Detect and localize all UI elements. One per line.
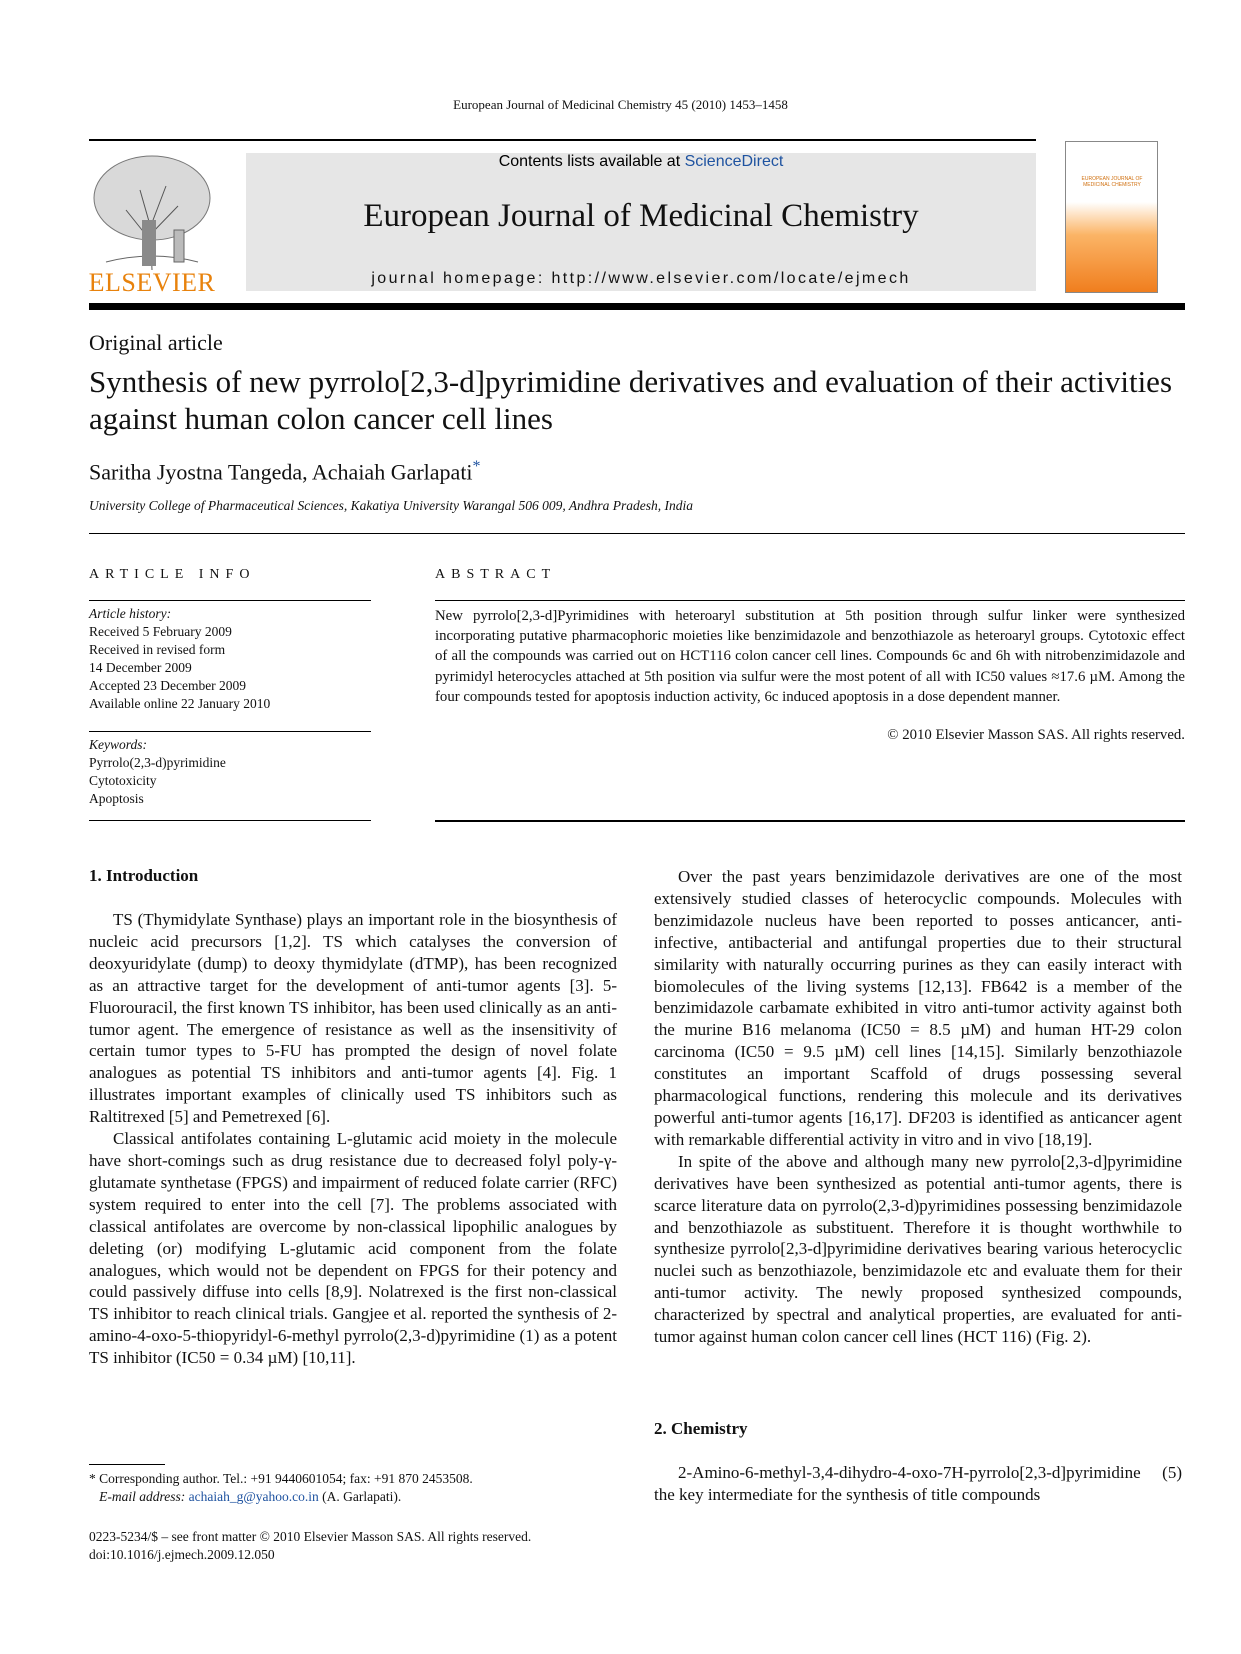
article-title: Synthesis of new pyrrolo[2,3-d]pyrimidine derivatives and evaluation of their activities against human colon cancer cell lines xyxy=(89,364,1173,436)
abstract-text: New pyrrolo[2,3-d]Pyrimidines with heteroaryl substitution at 5th position through sulfur linker were synthesized incorporating putative pharmacophoric moieties like benzimidazole and benzothiazole as heteroaryl groups. Cytotoxic effect of all the compounds was carried out on HCT116 colon cancer cell lines. Compounds 6c and 6h with nitrobenzimidazole and pyrimidyl heterocycles attached at 5th position via sulfur were the most potent of all with IC50 values ≈17.6 µM. Among the four compounds tested for apoptosis induction activity, 6c induced apoptosis in a dose dependent manner. xyxy=(435,608,1185,705)
abstract-rule xyxy=(435,820,1185,822)
history-line: 14 December 2009 xyxy=(89,660,192,675)
corresponding-author-note: * Corresponding author. Tel.: +91 9440601054; fax: +91 870 2453508. xyxy=(89,1471,473,1486)
intro-paragraph-4: In spite of the above and although many new pyrrolo[2,3-d]pyrimidine derivatives have been synthesized as potential anti-tumor agents, there is scarce literature data on pyrrolo(2,3-d)pyrimidines possessing benzimidazole and benzothiazole as substituent. Therefore it is thought worthwhile to synthesize pyrrolo[2,3-d]pyrimidine derivatives bearing various heterocyclic nuclei such as benzothiazole, benzimidazole etc and evaluate them for their anti-tumor activity. The newly proposed synthesized compounds, characterized by spectral and analytical properties, are evaluated for anti-tumor against human colon cancer cell lines (HCT 116) (Fig. 2). xyxy=(654,1151,1182,1347)
keyword: Pyrrolo(2,3-d)pyrimidine xyxy=(89,755,226,770)
chemistry-heading: 2. Chemistry xyxy=(654,1419,748,1438)
header-thick-rule xyxy=(89,303,1185,310)
article-type: Original article xyxy=(89,330,223,355)
email-suffix: (A. Garlapati). xyxy=(322,1489,402,1505)
authors xyxy=(89,458,481,485)
cover-title: EUROPEAN JOURNAL OF MEDICINAL CHEMISTRY xyxy=(1081,176,1143,188)
chemistry-paragraph-1: 2-Amino-6-methyl-3,4-dihydro-4-oxo-7H-pyrrolo[2,3-d]pyrimidine (5) the key intermediate for the synthesis of title compounds xyxy=(654,1463,1182,1504)
intro-paragraph-2: Classical antifolates containing L-glutamic acid moiety in the molecule have short-comings such as drug resistance due to decreased folyl poly-γ-glutamate synthetase (FPGS) and impairment of reduced folate carrier (RFC) system required to enter into the cell [7]. The problems associated with classical antifolates are overcome by non-classical lipophilic analogues by deleting (or) modifying L-glutamic acid component from the folate analogues, which would not be dependent on FPGS for their potency and could passively diffuse into cells [8,9]. Nolatrexed is the first non-classical TS inhibitor to reach clinical trials. Gangjee et al. reported the synthesis of 2-amino-4-oxo-5-thiopyridyl-6-methyl pyrrolo(2,3-d)pyrimidine (1) as a potent TS inhibitor (IC50 = 0.34 µM) [10,11]. xyxy=(89,1129,617,1368)
corresponding-footnote xyxy=(89,1470,473,1507)
abstract-copyright: © 2010 Elsevier Masson SAS. All rights reserved. xyxy=(887,727,1185,743)
affiliation: University College of Pharmaceutical Sciences, Kakatiya University Warangal 506 009, Andhra Pradesh, India xyxy=(89,498,694,513)
journal-cover-thumbnail xyxy=(1065,141,1158,293)
article-info-rule xyxy=(89,600,371,601)
contents-line xyxy=(246,153,1036,171)
intro-paragraph-1: TS (Thymidylate Synthase) plays an important role in the biosynthesis of nucleic acid precursors [1,2]. TS which catalyses the conversion of deoxyuridylate (dump) to deoxy thymidylate (dTMP), has been recognized as an attractive target for the development of anti-tumor agents [3]. 5-Fluorouracil, the first known TS inhibitor, has been used clinically as an anti-tumor agent. The emergence of resistance as well as the insensitivity of certain tumor types to 5-FU has prompted the design of novel folate analogues as potential TS inhibitors and anti-tumor agents [4]. Fig. 1 illustrates important examples of clinically used TS inhibitors such as Raltitrexed [5] and Pemetrexed [6]. xyxy=(89,910,617,1127)
history-line: Received 5 February 2009 xyxy=(89,624,232,639)
title-rule xyxy=(89,533,1185,534)
history-label: Article history: xyxy=(89,606,172,621)
journal-citation: European Journal of Medicinal Chemistry 45 (2010) 1453–1458 xyxy=(453,97,788,112)
journal-homepage-link[interactable]: journal homepage: http://www.elsevier.com/locate/ejmech xyxy=(371,270,911,287)
keyword: Cytotoxicity xyxy=(89,773,157,788)
author-names: Saritha Jyostna Tangeda, Achaiah Garlapati xyxy=(89,459,473,485)
header-rule xyxy=(89,139,1036,141)
history-line: Received in revised form xyxy=(89,642,226,657)
article-info-heading: ARTICLE INFO xyxy=(89,567,256,582)
keyword: Apoptosis xyxy=(89,791,144,806)
email-link[interactable]: achaiah_g@yahoo.co.in xyxy=(188,1489,319,1505)
chemistry-column xyxy=(654,1462,1182,1506)
email-label: E-mail address: xyxy=(99,1489,186,1505)
front-matter xyxy=(89,1528,531,1565)
keywords xyxy=(89,736,226,808)
introduction-heading: 1. Introduction xyxy=(89,866,199,885)
article-history xyxy=(89,605,270,713)
article-info-rule xyxy=(89,820,371,821)
corresponding-author-mark[interactable]: * xyxy=(472,458,481,475)
history-line: Accepted 23 December 2009 xyxy=(89,678,247,693)
history-line: Available online 22 January 2010 xyxy=(89,696,271,711)
journal-title: European Journal of Medicinal Chemistry xyxy=(363,198,919,234)
column-left xyxy=(89,909,617,1369)
keywords-label: Keywords: xyxy=(89,737,147,752)
elsevier-wordmark: ELSEVIER xyxy=(88,268,216,297)
footnote-rule xyxy=(89,1464,165,1465)
article-info-rule xyxy=(89,731,371,732)
contents-prefix: Contents lists available at xyxy=(498,153,685,170)
abstract-rule xyxy=(435,600,1185,601)
intro-paragraph-3: Over the past years benzimidazole derivatives are one of the most extensively studied classes of heterocyclic compounds. Molecules with benzimidazole nucleus have been reported to posses anticancer, anti-infective, antibacterial and antifungal properties due to their structural similarity with naturally occurring purines as they can easily interact with biomolecules of the living systems [12,13]. FB642 is a member of the benzimidazole carbamate exhibited in vitro anti-tumor activity against both the murine B16 melanoma (IC50 = 8.5 µM) and human HT-29 colon carcinoma (IC50 = 9.5 µM) cell lines [14,15]. Similarly benzothiazole constitutes an important Scaffold of drugs possessing several pharmacological functions, rendering this molecule and its derivatives powerful anti-tumor agents [16,17]. DF203 is identified as anticancer agent with remarkable differential activity in vitro and in vivo [18,19]. xyxy=(654,867,1182,1149)
column-right xyxy=(654,866,1182,1348)
issn-line: 0223-5234/$ – see front matter © 2010 Elsevier Masson SAS. All rights reserved. xyxy=(89,1529,532,1544)
email-line xyxy=(89,1488,473,1506)
abstract-heading: ABSTRACT xyxy=(435,567,557,582)
sciencedirect-link[interactable]: ScienceDirect xyxy=(684,153,784,170)
doi-line[interactable]: doi:10.1016/j.ejmech.2009.12.050 xyxy=(89,1547,275,1563)
